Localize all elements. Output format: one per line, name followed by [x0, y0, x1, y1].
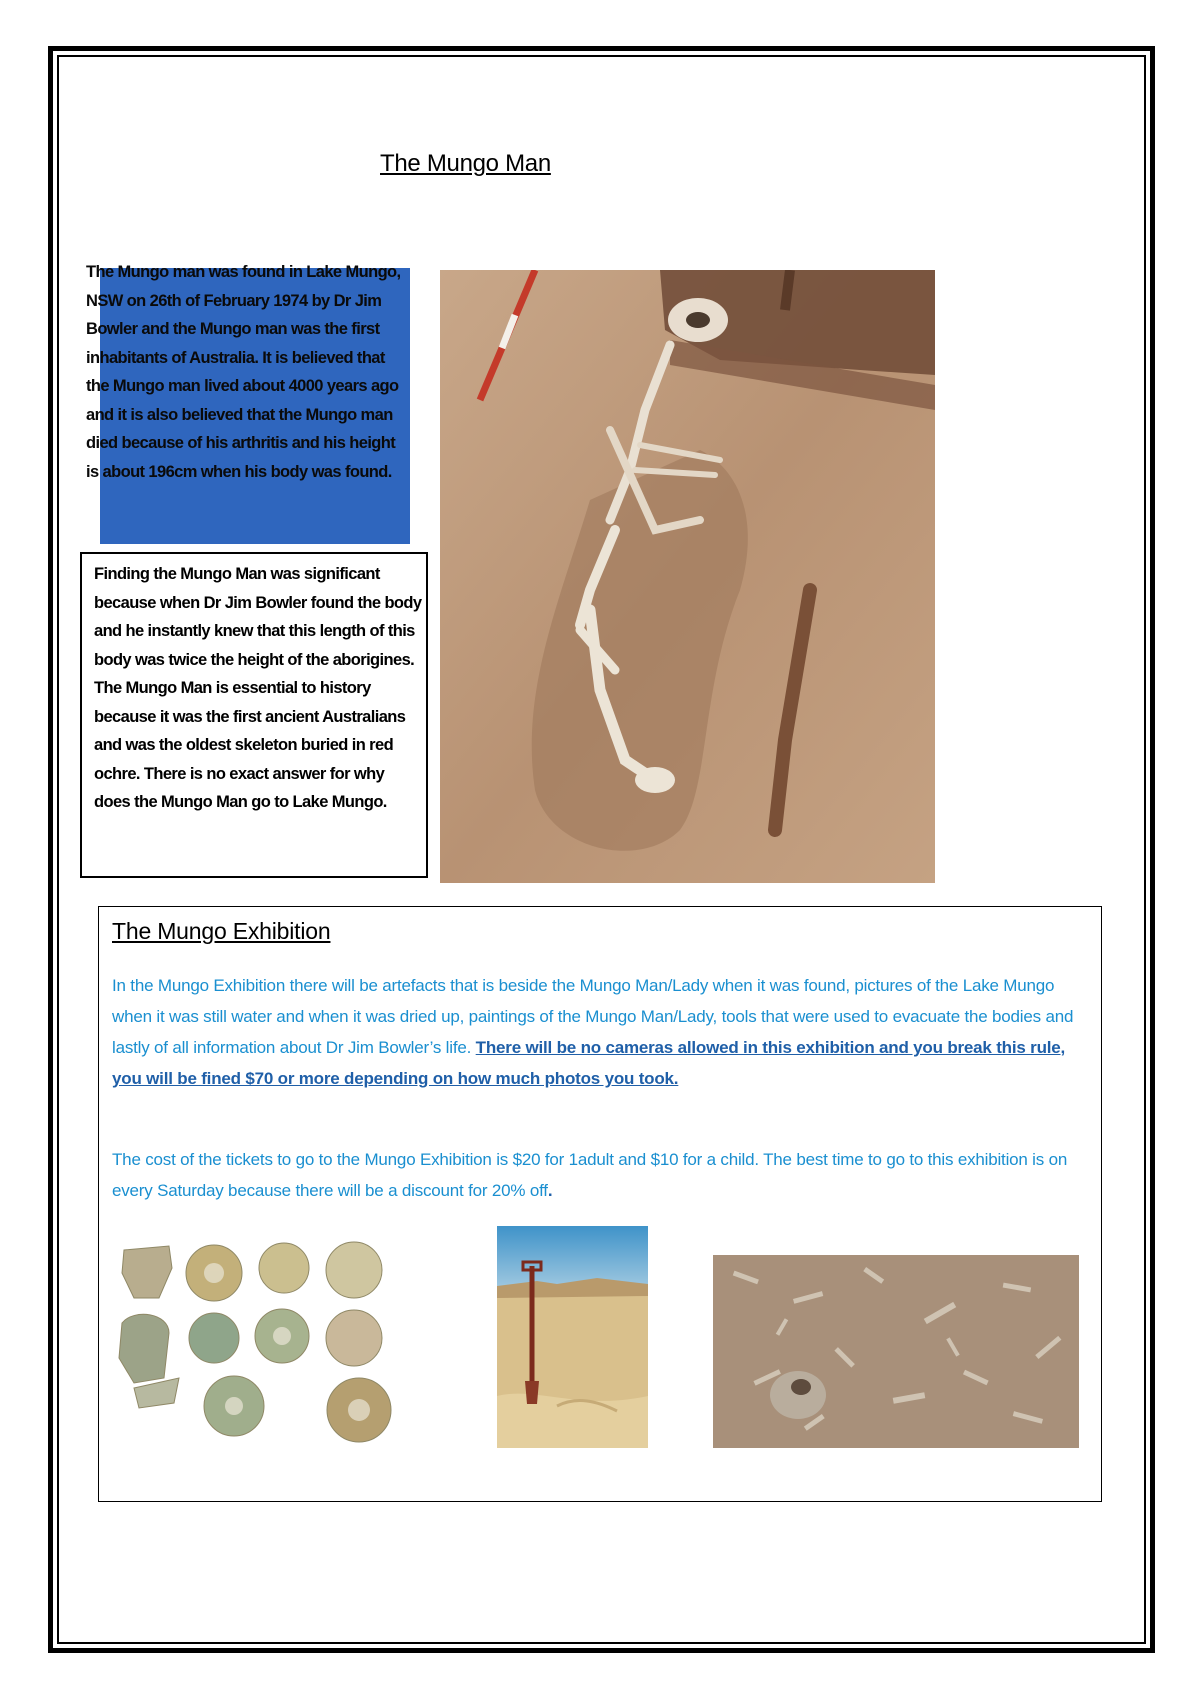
skeleton-photo [440, 270, 935, 883]
spade-in-sand-photo [497, 1226, 648, 1448]
ticket-info [112, 1144, 1084, 1206]
exhibition-title: The Mungo Exhibition [112, 918, 331, 944]
intro-paragraph: The Mungo man was found in Lake Mungo, NSW on 26th of February 1974 by Dr Jim Bowler and the Mungo man was the first inhabitants of Australia. It is believed that the Mungo man lived about 4000 years ago and it is also believed that the Mungo man died because of his arthritis and his height is about 196cm when his body was found. [86, 263, 401, 481]
ticket-info-end: . [547, 1181, 553, 1200]
camera-warning: There will be no cameras allowed in this exhibition and you break this rule, you will be fined $70 or more depending on how much photos you took. [112, 1038, 1066, 1088]
artefacts-photo [114, 1238, 422, 1448]
significance-paragraph: Finding the Mungo Man was significant because when Dr Jim Bowler found the body and he instantly knew that this length of this body was twice the height of the aborigines. The Mungo Man is essential to history because it was the first ancient Australians and was the oldest skeleton buried in red ochre. There is no exact answer for why does the Mungo Man go to Lake Mungo. [94, 565, 422, 811]
ticket-info-text: The cost of the tickets to go to the Mungo Exhibition is $20 for 1adult and $10 for a child. The best time to go to this exhibition is on every Saturday because there will be a discount for 20% off [112, 1150, 1068, 1200]
page-title: The Mungo Man [380, 150, 551, 177]
exhibition-description-text: In the Mungo Exhibition there will be artefacts that is beside the Mungo Man/Lady when it was found, pictures of the Lake Mungo when it was still water and when it was dried up, paintings of the Mungo Man/Lady, tools that were used to evacuate the bodies and lastly of all information about Dr Jim Bowler’s life. [112, 976, 1074, 1057]
exhibition-description [112, 970, 1084, 1094]
bone-fragments-photo [713, 1255, 1079, 1448]
